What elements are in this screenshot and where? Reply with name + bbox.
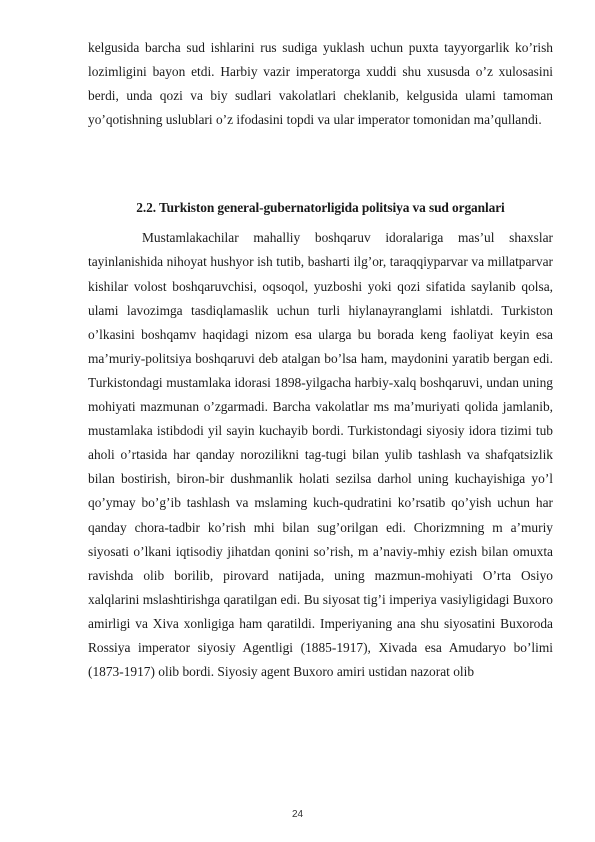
body-paragraph: kelgusida barcha sud ishlarini rus sudiga yuklash uchun puxta tayyorgarlik ko’rish lozimligini bayon etdi. Harbiy vazir imperatorga xuddi shu xususda o’z xulosasini berdi, unda qozi va biy sudlari vakolatlari cheklanib, kelgusida ulami tamoman yo’qotishning uslublari o’z ifodasini topdi va ular imperator tomonidan ma’qullandi. [88,40,553,128]
page-number: 24 [291,809,304,820]
body-paragraph: Mustamlakachilar mahalliy boshqaruv idoralariga mas’ul shaxslar tayinlanishida nihoyat hushyor ish tutib, basharti ilg’or, taraqqiyparvar va millatparvar kishilar volost boshqaruvchisi, oqsoqol, yuzboshi yoki qozi sifatida saylanib qolsa, ulami lavozimga tasdiqlamaslik uchun turli hiylanayranglami ishlatdi. Turkiston o’lkasini boshqamv haqidagi nizom esa ularga bu borada keng faoliyat keyin esa ma’muriy-politsiya boshqaruvi deb atalgan bo’lsa ham, maydonini yaratib bergan edi. Turkistondagi mustamlaka idorasi 1898-yilgacha harbiy-xalq boshqaruvi, undan uning mohiyati mazmunan o’zgarmadi. Barcha vakolatlar ms ma’muriyati qolida jamlanib, mustamlaka istibdodi yil sayin kuchayib bordi. Turkistondagi siyosiy idora tizimi tub aholi o’rtasida har qanday norozilikni tag-tugi bilan yulib tashlash va shafqatsizlik bilan bostirish, biron-bir dushmanlik holati sezilsa darhol uning kuchayishiga yo’l qo’ymay bo’g’ib tashlash va mslaming kuch-qudratini ko’rsatib qo’yish uchun har qanday chora-tadbir ko’rish mhi bilan sug’orilgan edi. Chorizmning m a’muriy siyosati o’lkani iqtisodiy jihatdan qonini so’rish, m a’naviy-mhiy ezish bilan omuxta ravishda olib borilib, pirovard natijada, uning mazmun-mohiyati O’rta Osiyo xalqlarini mslashtirishga qaratilgan edi. Bu siyosat tig’i imperiya vasiyligidagi Buxoro amirligi va Xiva xonligiga ham qaratildi. Imperiyaning ana shu siyosatini Buxoroda Rossiya imperator siyosiy Agentligi (1885-1917), Xivada esa Amudaryo bo’limi (1873-1917) olib bordi. Siyosiy agent Buxoro amiri ustidan nazorat olib [88,230,553,680]
section-heading: 2.2. Turkiston general-gubernatorligida politsiya va sud organlari [136,200,505,216]
document-page [88,36,553,684]
